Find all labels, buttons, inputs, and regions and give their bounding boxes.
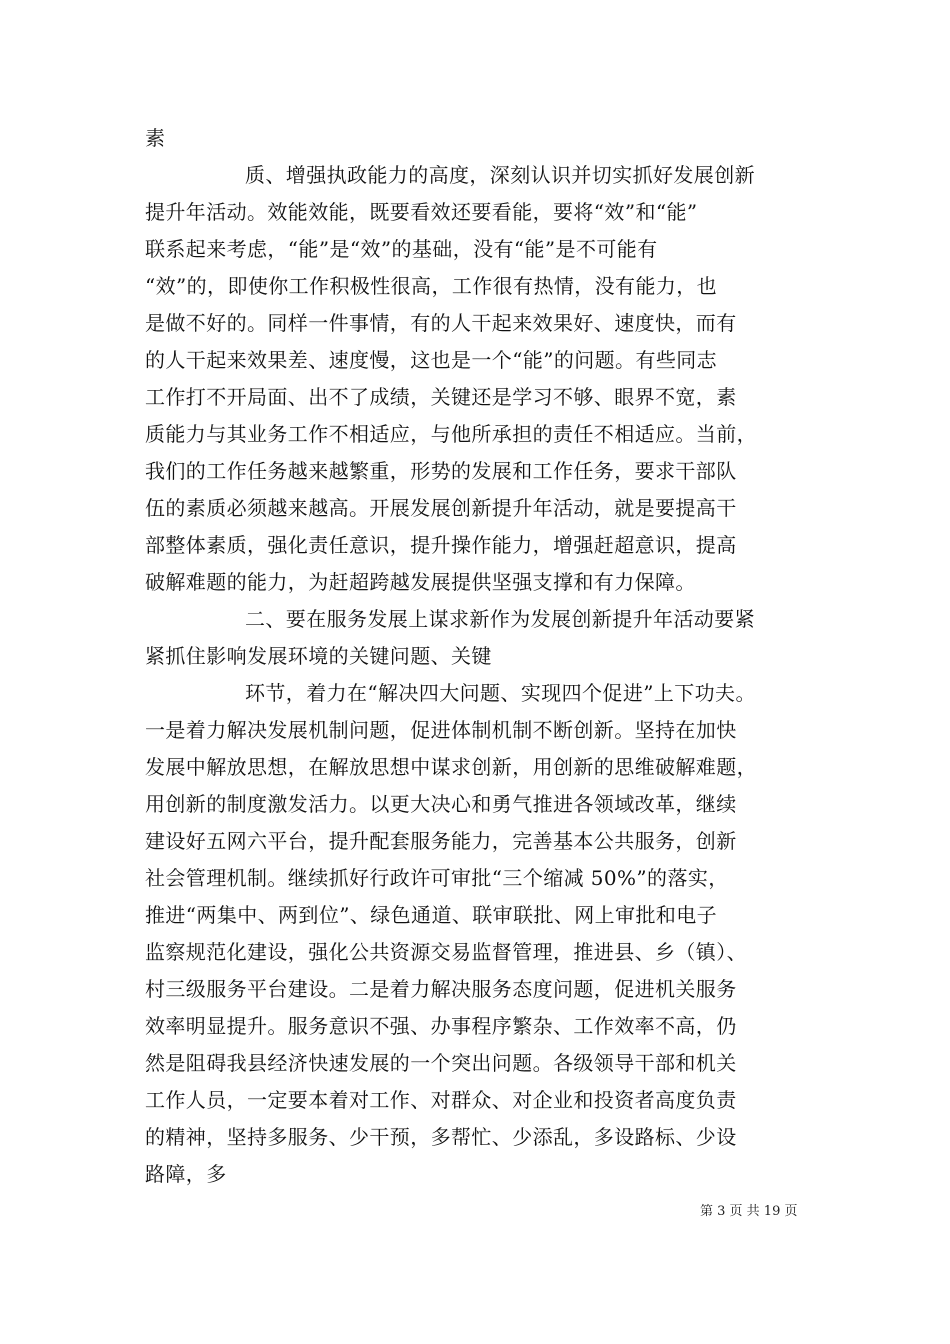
text-line: 然是阻碍我县经济快速发展的一个突出问题。各级领导干部和机关 [145,1051,737,1075]
text-line: 村三级服务平台建设。二是着力解决服务态度问题，促进机关服务 [145,977,737,1001]
text-line: “效”的，即使你工作积极性很高，工作很有热情，没有能力，也 [145,274,718,298]
text-line: 质能力与其业务工作不相适应，与他所承担的责任不相适应。当前， [145,422,757,446]
text-line: 质、增强执政能力的高度，深刻认识并切实抓好发展创新 [245,163,755,187]
text-line: 环节，着力在“解决四大问题、实现四个促进”上下功夫。 [245,681,756,705]
text-line: 效率明显提升。服务意识不强、办事程序繁杂、工作效率不高，仍 [145,1014,737,1038]
text-line: 路障，多 [145,1162,227,1186]
text-line: 监察规范化建设，强化公共资源交易监督管理，推进县、乡（镇）、 [145,940,747,964]
text-line: 素 [145,126,166,150]
text-line: 是做不好的。同样一件事情，有的人干起来效果好、速度快，而有 [145,311,737,335]
text-line: 的人干起来效果差、速度慢，这也是一个“能”的问题。有些同志 [145,348,718,372]
text-line: 联系起来考虑，“能”是“效”的基础，没有“能”是不可能有 [145,237,658,261]
text-line: 建设好五网六平台，提升配套服务能力，完善基本公共服务，创新 [145,829,737,853]
text-line: 一是着力解决发展机制问题，促进体制机制不断创新。坚持在加快 [145,718,737,742]
text-line: 工作人员，一定要本着对工作、对群众、对企业和投资者高度负责 [145,1088,737,1112]
text-line: 提升年活动。效能效能，既要看效还要看能，要将“效”和“能” [145,200,698,224]
text-line: 伍的素质必须越来越高。开展发展创新提升年活动，就是要提高干 [145,496,737,520]
section-heading-line: 紧抓住影响发展环境的关键问题、关键 [145,644,492,668]
text-line: 发展中解放思想，在解放思想中谋求创新，用创新的思维破解难题， [145,755,757,779]
text-line: 工作打不开局面、出不了成绩，关键还是学习不够、眼界不宽，素 [145,385,737,409]
text-line: 社会管理机制。继续抓好行政许可审批“三个缩减 50%”的落实， [145,866,729,890]
text-line: 破解难题的能力，为赶超跨越发展提供坚强支撑和有力保障。 [145,570,696,594]
text-line: 我们的工作任务越来越繁重，形势的发展和工作任务，要求干部队 [145,459,737,483]
text-line: 的精神，坚持多服务、少干预，多帮忙、少添乱，多设路标、少设 [145,1125,737,1149]
page-number-footer: 第 3 页 共 19 页 [700,1204,798,1219]
text-line: 用创新的制度激发活力。以更大决心和勇气推进各领域改革，继续 [145,792,737,816]
text-line: 推进“两集中、两到位”、绿色通道、联审联批、网上审批和电子 [145,903,718,927]
section-heading-line: 二、要在服务发展上谋求新作为发展创新提升年活动要紧 [245,607,755,631]
body-text [145,120,810,1193]
text-line: 部整体素质，强化责任意识，提升操作能力，增强赶超意识，提高 [145,533,737,557]
